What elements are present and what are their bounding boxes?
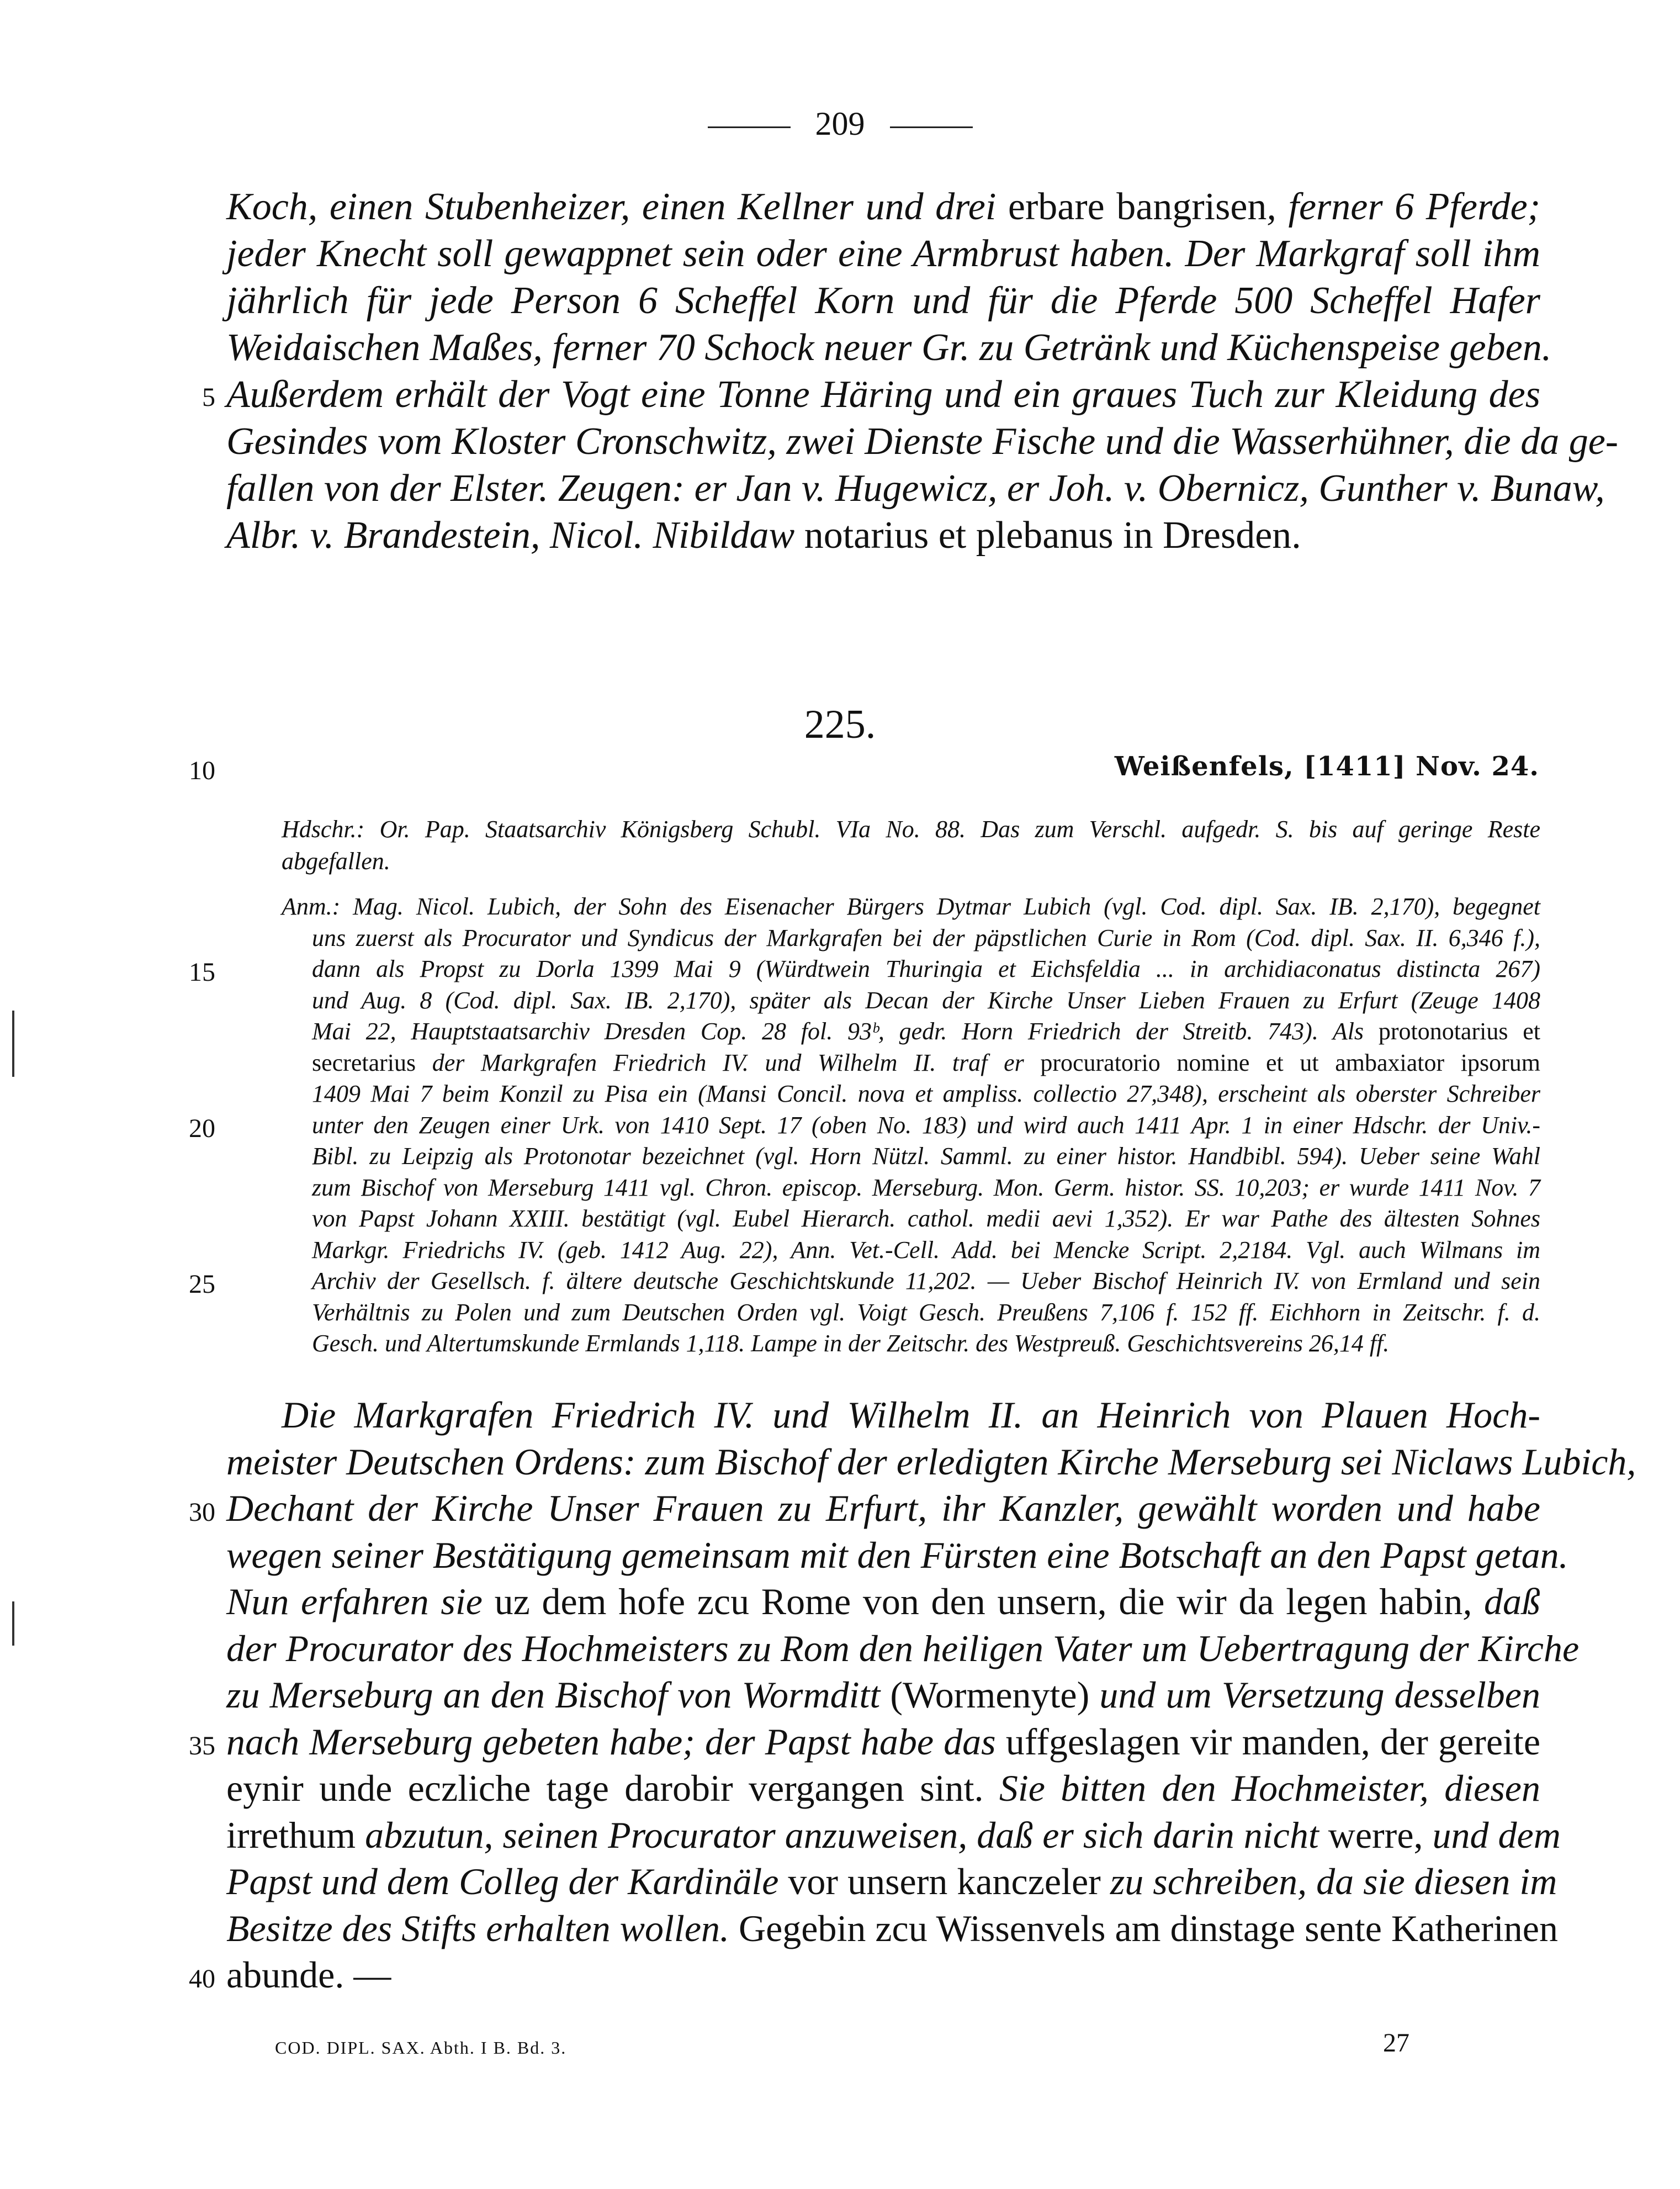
text-segment: jährlich für jede Person 6 Scheffel Korn und für die Pferde 500 Scheffel Hafer bbox=[226, 279, 1540, 322]
text-segment: Verhältnis zu Polen und zum Deutschen Orden vgl. Voigt Gesch. Preußens 7,106 f. 152 ff. Eichhorn in Zeitschr. f. d. bbox=[312, 1298, 1540, 1326]
text-segment: eynir unde eczliche tage darobir vergangen sint. bbox=[226, 1767, 999, 1809]
text-segment: und Aug. 8 (Cod. dipl. Sax. IB. 2,170), später als Decan der Kirche Unser Lieben Frauen zu Erfurt (Zeuge 1408 bbox=[312, 986, 1540, 1014]
line-number: 20 bbox=[189, 1113, 215, 1143]
annotation-line bbox=[312, 988, 1540, 1013]
annotation-line bbox=[312, 1051, 1540, 1075]
text-segment: zum Bischof von Merseburg 1411 vgl. Chron. episcop. Merseburg. Mon. Germ. histor. SS. 10,203; er wurde 1411 Nov. 7 bbox=[312, 1173, 1540, 1201]
text-segment: und um Versetzung desselben bbox=[1099, 1674, 1540, 1716]
text-segment: Nun erfahren sie bbox=[226, 1580, 495, 1622]
text-segment: werre, bbox=[1328, 1813, 1433, 1856]
text-segment: und dem bbox=[1432, 1813, 1561, 1856]
regest-line bbox=[226, 1813, 1561, 1856]
text-segment: der Markgrafen Friedrich IV. und Wilhelm II. traf er bbox=[432, 1049, 1041, 1076]
text-segment: abunde. — bbox=[226, 1954, 391, 1996]
text-segment: Koch, einen Stubenheizer, einen Kellner und drei bbox=[226, 186, 1008, 228]
footer-sheet-number: 27 bbox=[1383, 2028, 1409, 2058]
body-line bbox=[226, 279, 1540, 322]
text-segment: Papst und dem Colleg der Kardinäle bbox=[226, 1860, 788, 1902]
regest-line bbox=[226, 1440, 1636, 1483]
header-rule-left bbox=[708, 126, 791, 128]
body-line bbox=[226, 467, 1605, 510]
text-segment: von Papst Johann XXIII. bestätigt (vgl. Eubel Hierarch. cathol. medii aevi 1,352). Er war Pathe des ältesten Sohnes bbox=[312, 1205, 1540, 1232]
line-number: 15 bbox=[189, 958, 215, 987]
body-line bbox=[226, 188, 1540, 226]
scan-margin-mark bbox=[12, 1601, 14, 1646]
line-number: 10 bbox=[189, 756, 215, 785]
text-segment: meister Deutschen Ordens: zum Bischof der erledigten Kirche Merseburg sei Niclaws Lubich, bbox=[226, 1440, 1636, 1483]
regest-line bbox=[226, 1769, 1540, 1807]
text-segment: Dechant der Kirche Unser Frauen zu Erfurt, ihr Kanzler, gewählt worden und habe bbox=[226, 1487, 1540, 1529]
text-segment: wegen seiner Bestätigung gemeinsam mit den Fürsten eine Botschaft an den Papst getan. bbox=[226, 1534, 1568, 1576]
regest-line bbox=[226, 1720, 1540, 1763]
text-segment: Markgr. Friedrichs IV. (geb. 1412 Aug. 22), Ann. Vet.-Cell. Add. bei Mencke Script. 2,2184. Vgl. auch Wilmans im bbox=[312, 1236, 1540, 1263]
line-number: 40 bbox=[189, 1964, 215, 1994]
text-segment: notarius et plebanus in Dresden. bbox=[804, 514, 1301, 557]
text-segment: 1409 Mai 7 beim Konzil zu Pisa ein (Mansi Concil. nova et ampliss. collectio 27,348), erscheint als oberster Schreiber bbox=[312, 1080, 1540, 1107]
text-segment: , ferner 6 Pferde; bbox=[1266, 186, 1540, 228]
text-segment: Gesindes vom Kloster Cronschwitz, zwei Dienste Fische und die Wasserhühner, die da ge- bbox=[226, 420, 1619, 463]
text-segment: Weidaischen Maßes, ferner 70 Schock neuer Gr. zu Getränk und Küchenspeise geben. bbox=[226, 326, 1552, 369]
text-segment: secretarius bbox=[312, 1049, 432, 1076]
text-segment: erbare bangrisen bbox=[1008, 186, 1267, 228]
body-line bbox=[226, 373, 1540, 416]
text-segment: irrethum bbox=[226, 1813, 365, 1856]
regest-line bbox=[282, 1396, 1540, 1434]
document-number: 225. bbox=[804, 702, 876, 747]
text-segment: Hdschr.: Or. Pap. Staatsarchiv Königsberg Schubl. VIa No. 88. Das zum Verschl. aufgedr. S. bis auf geringe Reste bbox=[282, 816, 1540, 843]
text-segment: vor unsern kanczeler bbox=[788, 1860, 1110, 1902]
line-number: 35 bbox=[189, 1731, 215, 1760]
body-line bbox=[226, 232, 1540, 275]
text-segment: nach Merseburg gebeten habe; der Papst habe das bbox=[226, 1720, 1006, 1763]
text-segment: procuratorio nomine et ut ambaxiator ipsorum bbox=[1040, 1049, 1540, 1076]
annotation-line bbox=[312, 1269, 1540, 1293]
text-segment: Sie bitten den Hochmeister, diesen bbox=[999, 1767, 1540, 1809]
text-segment: Gesch. und Altertumskunde Ermlands 1,118. Lampe in der Zeitschr. des Westpreuß. Geschichtsvereins 26,14 ff. bbox=[312, 1330, 1390, 1357]
text-segment: fallen von der Elster. Zeugen: er Jan v. Hugewicz, er Joh. v. Obernicz, Gunther v. Bunaw, bbox=[226, 467, 1605, 510]
annotation-line bbox=[312, 926, 1540, 950]
text-segment: zu Merseburg an den Bischof von Wormditt bbox=[226, 1674, 891, 1716]
text-segment: Anm.: Mag. Nicol. Lubich, der Sohn des Eisenacher Bürgers Dytmar Lubich (vgl. Cod. dipl. Sax. IB. 2,170), begegnet bbox=[282, 893, 1540, 920]
text-segment: abzutun, seinen Procurator anzuweisen, daß er sich darin nicht bbox=[365, 1813, 1328, 1856]
text-segment: unter den Zeugen einer Urk. von 1410 Sept. 17 (oben No. 183) und wird auch 1411 Apr. 1 in einer Hdschr. der Univ.- bbox=[312, 1111, 1540, 1139]
annotation-line bbox=[312, 1300, 1540, 1325]
regest-line bbox=[226, 1676, 1540, 1714]
text-segment: uffgeslagen vir manden, der gereite bbox=[1005, 1720, 1540, 1763]
annotation-line bbox=[312, 1207, 1540, 1231]
text-segment: Die Markgrafen Friedrich IV. und Wilhelm II. an Heinrich von Plauen Hoch- bbox=[282, 1394, 1540, 1436]
annotation-line bbox=[312, 1173, 1540, 1201]
scan-margin-mark bbox=[12, 1011, 14, 1077]
annotation-line bbox=[312, 1331, 1540, 1356]
text-segment: uns zuerst als Procurator und Syndicus der Markgrafen bei der päpstlichen Curie in Rom (Cod. dipl. Sax. II. 6,346 f.), bbox=[312, 924, 1540, 951]
annotation-line bbox=[312, 957, 1540, 981]
note-line bbox=[282, 849, 1540, 874]
text-segment: jeder Knecht soll gewappnet sein oder eine Armbrust haben. Der Markgraf soll ihm bbox=[226, 232, 1540, 275]
line-number: 30 bbox=[189, 1498, 215, 1527]
body-line bbox=[226, 420, 1619, 463]
text-segment: Bibl. zu Leipzig als Protonotar bezeichnet (vgl. Horn Nützl. Samml. zu einer histor. Handbibl. 594). Ueber seine Wahl bbox=[312, 1143, 1540, 1170]
annotation-line bbox=[312, 1238, 1540, 1262]
text-segment: (Wormenyte) bbox=[890, 1674, 1100, 1716]
text-segment: zu schreiben, da sie diesen im bbox=[1110, 1860, 1557, 1902]
annotation-line bbox=[312, 1019, 1540, 1044]
regest-line bbox=[226, 1489, 1540, 1527]
text-segment: Gegebin zcu Wissenvels am dinstage sente Katherinen bbox=[739, 1907, 1558, 1949]
annotation-line bbox=[312, 1144, 1540, 1168]
regest-line bbox=[226, 1627, 1580, 1669]
annotation-line bbox=[312, 1082, 1540, 1106]
text-segment: Besitze des Stifts erhalten wollen. bbox=[226, 1907, 739, 1949]
regest-line bbox=[226, 1860, 1557, 1902]
text-segment: uz dem hofe zcu Rome von den unsern, die wir da legen habin bbox=[494, 1580, 1463, 1622]
text-segment: dann als Propst zu Dorla 1399 Mai 9 (Würdtwein Thuringia et Eichsfeldia ... in archidiaconatus distincta 267) bbox=[312, 955, 1540, 982]
text-segment: Außerdem erhält der Vogt eine Tonne Häring und ein graues Tuch zur Kleidung des bbox=[226, 373, 1540, 416]
header-rule-right bbox=[890, 126, 973, 128]
text-segment: abgefallen. bbox=[282, 848, 390, 875]
note-line bbox=[282, 817, 1540, 842]
regest-line bbox=[226, 1907, 1558, 1949]
text-segment: Albr. v. Brandestein, Nicol. Nibildaw bbox=[226, 514, 804, 557]
annotation-line bbox=[282, 895, 1540, 919]
page-header bbox=[0, 105, 1680, 143]
text-segment: der Procurator des Hochmeisters zu Rom den heiligen Vater um Uebertragung der Kirche bbox=[226, 1627, 1580, 1669]
regest-line bbox=[226, 1580, 1541, 1622]
text-segment: protonotarius et bbox=[1378, 1018, 1540, 1045]
body-line bbox=[226, 326, 1552, 369]
footer-signature: COD. DIPL. SAX. Abth. I B. Bd. 3. bbox=[275, 2038, 567, 2058]
document-dateline: Weißenfels, [1411] Nov. 24. bbox=[1114, 751, 1539, 782]
text-segment: , daß bbox=[1462, 1580, 1541, 1622]
text-segment: Archiv der Gesellsch. f. ältere deutsche Geschichtskunde 11,202. — Ueber Bischof Heinrich IV. von Ermland und sein bbox=[312, 1267, 1540, 1294]
regest-line bbox=[226, 1956, 1540, 1994]
annotation-line bbox=[312, 1113, 1540, 1138]
regest-line bbox=[226, 1534, 1568, 1576]
text-segment: Mai 22, Hauptstaatsarchiv Dresden Cop. 28 fol. 93ᵇ, gedr. Horn Friedrich der Streitb. 743). Als bbox=[312, 1018, 1379, 1045]
line-number: 5 bbox=[202, 383, 215, 412]
body-line bbox=[226, 516, 1540, 555]
line-number: 25 bbox=[189, 1270, 215, 1299]
page-number: 209 bbox=[815, 105, 865, 142]
